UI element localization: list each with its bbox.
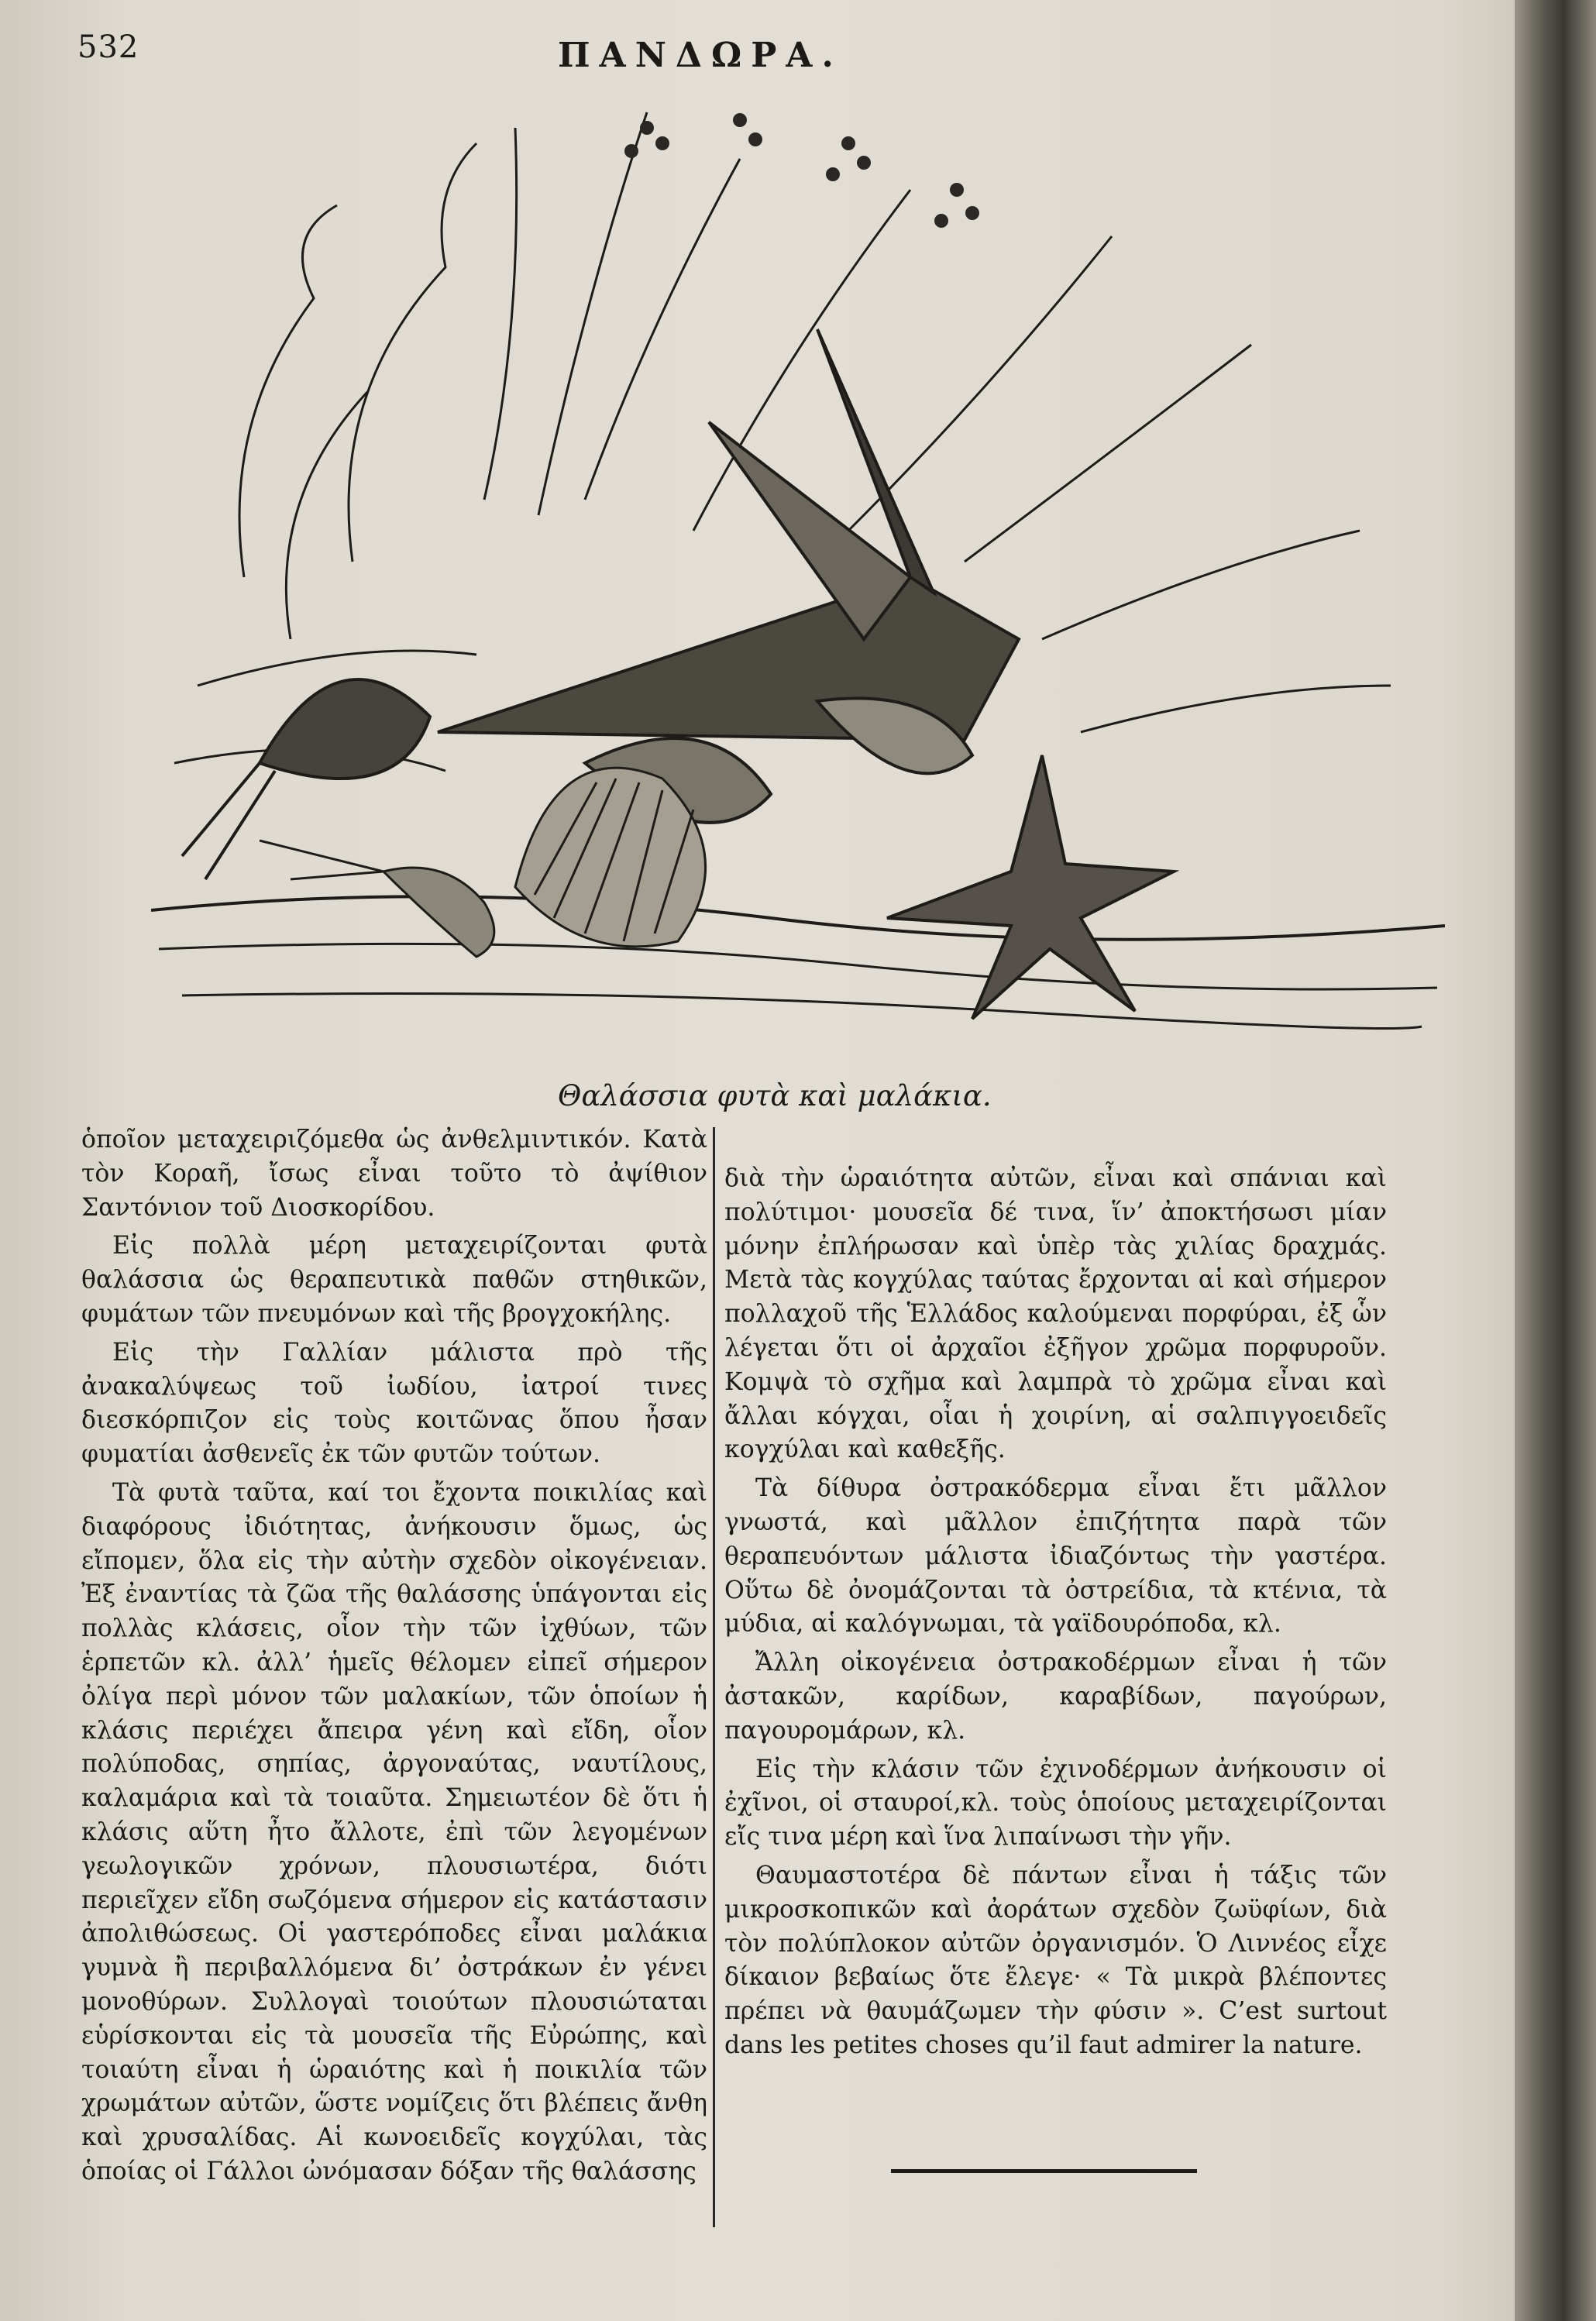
page-number: 532 xyxy=(77,29,139,65)
left-paragraph: Εἰς πολλὰ μέρη μεταχειρίζονται φυτὰ θαλάσσια ὡς θεραπευτικὰ παθῶν στηθικῶν, φυμάτων τῶν πνευμόνων καὶ τῆς βρογχοκήλης. xyxy=(81,1232,707,1328)
right-column xyxy=(724,1162,1387,2068)
column-rule xyxy=(713,1127,715,2227)
right-paragraph: Εἰς τὴν κλάσιν τῶν ἐχινοδέρμων ἀνήκουσιν οἱ ἐχῖνοι, οἱ σταυροί,κλ. τοὺς ὁποίους μεταχειρίζονται εἴς τινα μέρη καὶ ἵνα λιπαίνωσι τὴν γῆν. xyxy=(724,1755,1387,1852)
left-paragraph: Τὰ φυτὰ ταῦτα, καί τοι ἔχοντα ποικιλίας καὶ διαφόρους ἰδιότητας, ἀνήκουσιν ὅμως, ὡς εἴπομεν, ὅλα εἰς τὴν αὐτὴν σχεδὸν οἰκογένειαν. Ἐξ ἐναντίας τὰ ζῶα τῆς θαλάσσης ὑπάγονται εἰς πολλὰς κλάσεις, οἷον τὴν τῶν ἰχθύων, τῶν ἑρπετῶν κλ. ἀλλ’ ἡμεῖς θέλομεν εἰπεῖ σήμερον ὀλίγα περὶ μόνον τῶν μαλακίων, τῶν ὁποίων ἡ κλάσις περιέχει ἄπειρα γένη καὶ εἴδη, οἷον πολύποδας, σηπίας, ἀργοναύτας, ναυτίλους, καλαμάρια καὶ τὰ τοιαῦτα. Σημειωτέον δὲ ὅτι ἡ κλάσις αὕτη ἦτο ἄλλοτε, ἐπὶ τῶν λεγομένων γεωλογικῶν χρόνων, πλουσιωτέρα, διότι περιεῖχεν εἴδη σωζόμενα σήμερον εἰς κατάστασιν ἀπολιθώσεως. Οἱ γαστερόποδες εἶναι μαλάκια γυμνὰ ἢ περιβαλλόμενα δι’ ὀστράκων ἐν γένει μονοθύρων. Συλλογαὶ τοιούτων πλουσιώταται εὑρίσκονται εἰς τὰ μουσεῖα τῆς Εὐρώπης, καὶ τοιαύτη εἶναι ἡ ὡραιότης καὶ ἡ ποικιλία τῶν χρωμάτων αὐτῶν, ὥστε νομίζεις ὅτι βλέπεις ἄνθη καὶ χρυσαλίδας. Αἱ κωνοειδεῖς κογχύλαι, τὰς ὁποίας οἱ Γάλλοι ὠνόμασαν δόξαν τῆς θαλάσσης xyxy=(81,1478,707,2185)
left-column xyxy=(81,1123,707,2194)
left-paragraph: ὁποῖον μεταχειριζόμεθα ὡς ἀνθελμιντικόν. Κατὰ τὸν Κοραῆ, ἴσως εἶναι τοῦτο τὸ ἀψίθιον Σαντόνιον τοῦ Διοσκορίδου. xyxy=(81,1126,707,1222)
right-paragraph: Τὰ δίθυρα ὀστρακόδερμα εἶναι ἔτι μᾶλλον γνωστά, καὶ μᾶλλον ἐπιζήτητα παρὰ τῶν θεραπευόντων μάλιστα ἰδιαζόντως τὴν γαστέρα. Οὕτω δὲ ὀνομάζονται τὰ ὀστρείδια, τὰ κτένια, τὰ μύδια, αἱ καλόγνωμαι, τὰ γαϊδουρόποδα, κλ. xyxy=(724,1474,1387,1638)
right-paragraph: Ἄλλη οἰκογένεια ὀστρακοδέρμων εἶναι ἡ τῶν ἀστακῶν, καρίδων, καραβίδων, παγούρων, παγουρομάρων, κλ. xyxy=(724,1649,1387,1745)
right-paragraph: διὰ τὴν ὡραιότητα αὐτῶν, εἶναι καὶ σπάνιαι καὶ πολύτιμοι· μουσεῖα δέ τινα, ἵν’ ἀποκτήσωσι μίαν μόνην ἐπλήρωσαν καὶ ὑπὲρ τὰς χιλίας δραχμάς. Μετὰ τὰς κογχύλας ταύτας ἔρχονται αἱ καὶ σήμερον πολλαχοῦ τῆς Ἑλλάδος καλούμεναι πορφύραι, ἐξ ὧν λέγεται ὅτι οἱ ἀρχαῖοι ἐξῆγον χρῶμα πορφυροῦν. Κομψὰ τὸ σχῆμα καὶ λαμπρὰ τὸ χρῶμα εἶναι καὶ ἄλλαι κόγχαι, οἷαι ἡ χοιρίνη, αἱ σαλπιγγοειδεῖς κογχύλαι καὶ καθεξῆς. xyxy=(724,1164,1387,1464)
left-paragraph: Εἰς τὴν Γαλλίαν μάλιστα πρὸ τῆς ἀνακαλύψεως τοῦ ἰωδίου, ἰατροί τινες διεσκόρπιζον εἰς τοὺς κοιτῶνας ὅπου ἦσαν φυματίαι ἀσθενεῖς ἐκ τῶν φυτῶν τούτων. xyxy=(81,1338,707,1469)
end-rule xyxy=(891,2169,1197,2173)
right-paragraph: Θαυμαστοτέρα δὲ πάντων εἶναι ἡ τάξις τῶν μικροσκοπικῶν καὶ ἀοράτων σχεδὸν ζωϋφίων, διὰ τὸν πολύπλοκον αὐτῶν ὀργανισμόν. Ὁ Λιννέος εἶχε δίκαιον βεβαίως ὅτε ἔλεγε· « Τὰ μικρὰ βλέποντες πρέπει νὰ θαυμάζωμεν τὴν φύσιν ». C’est surtout dans les petites choses qu’il faut admirer la nature. xyxy=(724,1861,1387,2059)
marine-life-engraving xyxy=(151,97,1445,1061)
illustration-caption: Θαλάσσια φυτὰ καὶ μαλάκια. xyxy=(558,1079,992,1112)
facing-page-edge xyxy=(1515,0,1596,2321)
running-head: ΠΑΝΔΩΡΑ. xyxy=(558,36,843,75)
